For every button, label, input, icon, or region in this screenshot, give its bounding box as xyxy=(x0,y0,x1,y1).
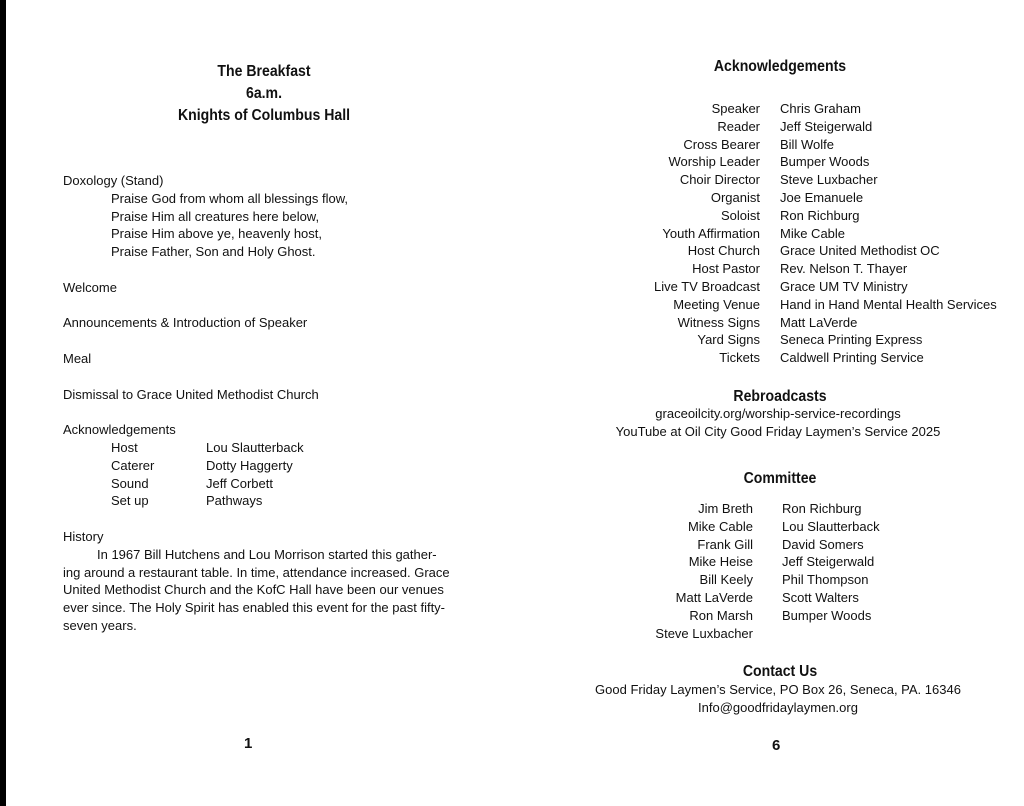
committee-member: Bill Keely xyxy=(699,572,753,588)
doxology-heading: Doxology (Stand) xyxy=(63,173,164,188)
ack-role: Caterer xyxy=(111,457,155,473)
credit-role: Witness Signs xyxy=(677,314,760,330)
credit-role: Soloist xyxy=(720,207,760,223)
title-line: 6a.m. xyxy=(245,85,282,102)
rebroadcasts-title: Rebroadcasts xyxy=(733,388,827,405)
contact-title: Contact Us xyxy=(742,663,818,680)
program-item-meal: Meal xyxy=(63,350,92,366)
credit-name: Grace United Methodist OC xyxy=(780,243,940,259)
committee-member: Mike Heise xyxy=(688,554,753,570)
credit-role: Organist xyxy=(710,189,760,205)
program-order xyxy=(63,172,483,635)
acknowledgements-heading: Acknowledgements xyxy=(63,422,176,438)
history-line: In 1967 Bill Hutchens and Lou Morrison started this gather- xyxy=(97,546,437,562)
credit-name: Chris Graham xyxy=(780,101,861,116)
credit-name: Steve Luxbacher xyxy=(780,172,878,188)
credit-row xyxy=(520,260,1024,278)
title-line: The Breakfast xyxy=(217,63,311,80)
credit-row xyxy=(520,207,1024,225)
ack-name: Dotty Haggerty xyxy=(206,457,293,473)
ack-name: Jeff Corbett xyxy=(206,475,273,491)
credit-row xyxy=(520,153,1024,171)
page-number: 6 xyxy=(772,737,781,754)
credit-name: Joe Emanuele xyxy=(780,189,864,205)
credit-name: Ron Richburg xyxy=(780,207,860,223)
credit-row xyxy=(520,189,1024,207)
program-item-announcements: Announcements & Introduction of Speaker xyxy=(63,315,308,331)
breakfast-acknowledgements xyxy=(63,439,483,510)
committee-column-left xyxy=(520,500,753,642)
contact-info xyxy=(520,681,1024,717)
ack-role: Host xyxy=(111,439,138,455)
doxology-line: Praise Him all creatures here below, xyxy=(111,208,320,224)
contact-address: Good Friday Laymen’s Service, PO Box 26, Seneca, PA. 16346 xyxy=(595,682,961,697)
credit-name: Mike Cable xyxy=(780,225,846,241)
title-line: Knights of Columbus Hall xyxy=(177,107,351,124)
credit-name: Hand in Hand Mental Health Services xyxy=(780,296,997,312)
breakfast-title xyxy=(14,61,514,127)
rebroadcast-url: graceoilcity.org/worship-service-recordings xyxy=(655,406,901,421)
credit-role: Meeting Venue xyxy=(673,296,760,312)
committee-member: Frank Gill xyxy=(697,536,753,552)
credit-row xyxy=(520,242,1024,260)
history-line: ever since. The Holy Spirit has enabled this event for the past fifty- xyxy=(63,600,446,616)
doxology-line: Praise God from whom all blessings flow, xyxy=(111,190,348,206)
doxology-line: Praise Father, Son and Holy Ghost. xyxy=(111,244,316,260)
committee-member: Mike Cable xyxy=(687,518,753,534)
right-page xyxy=(520,0,1024,806)
service-credits xyxy=(520,100,1024,367)
committee-member: David Somers xyxy=(782,536,864,552)
credit-row xyxy=(520,118,1024,136)
committee-member: Bumper Woods xyxy=(782,607,872,623)
committee-member: Steve Luxbacher xyxy=(655,625,753,641)
credit-row xyxy=(520,296,1024,314)
rebroadcasts-info xyxy=(520,405,1024,441)
ack-name: Lou Slautterback xyxy=(206,439,304,455)
committee-member: Ron Marsh xyxy=(689,607,753,623)
committee-member: Scott Walters xyxy=(782,589,859,605)
credit-name: Bill Wolfe xyxy=(780,136,834,152)
binding-edge xyxy=(0,0,6,806)
credit-name: Grace UM TV Ministry xyxy=(780,278,908,294)
ack-role: Set up xyxy=(111,493,149,509)
contact-email: Info@goodfridaylaymen.org xyxy=(698,699,858,715)
committee-column-right xyxy=(782,500,880,642)
ack-name: Pathways xyxy=(206,493,263,509)
committee-title: Committee xyxy=(743,470,817,487)
rebroadcast-youtube: YouTube at Oil City Good Friday Laymen’s Service 2025 xyxy=(615,423,941,439)
credit-row xyxy=(520,314,1024,332)
credit-name: Seneca Printing Express xyxy=(780,332,923,348)
history-line: ing around a restaurant table. In time, attendance increased. Grace xyxy=(63,564,450,580)
credit-row xyxy=(520,171,1024,189)
credit-role: Speaker xyxy=(711,101,760,116)
credit-role: Live TV Broadcast xyxy=(654,278,760,294)
committee-member: Matt LaVerde xyxy=(675,589,753,605)
committee-member: Jim Breth xyxy=(698,501,753,516)
committee-member: Phil Thompson xyxy=(782,572,869,588)
credit-role: Host Pastor xyxy=(692,261,760,277)
history-heading: History xyxy=(63,528,104,544)
credit-role: Tickets xyxy=(719,350,760,366)
credit-role: Cross Bearer xyxy=(683,136,760,152)
history-line: United Methodist Church and the KofC Hall have been our venues xyxy=(63,582,444,598)
credit-role: Choir Director xyxy=(679,172,760,188)
credit-name: Rev. Nelson T. Thayer xyxy=(780,261,908,277)
credit-role: Reader xyxy=(717,118,760,134)
credit-role: Host Church xyxy=(687,243,760,259)
doxology-line: Praise Him above ye, heavenly host, xyxy=(111,226,322,242)
acknowledgements-title: Acknowledgements xyxy=(713,58,847,75)
credit-row xyxy=(520,225,1024,243)
credit-row xyxy=(520,278,1024,296)
credit-name: Bumper Woods xyxy=(780,154,870,170)
credit-row xyxy=(520,331,1024,349)
committee-list xyxy=(520,500,1024,642)
history-line: seven years. xyxy=(63,617,137,633)
credit-role: Youth Affirmation xyxy=(662,225,760,241)
credit-role: Yard Signs xyxy=(697,332,760,348)
program-item-welcome: Welcome xyxy=(63,279,117,295)
page-number: 1 xyxy=(244,735,253,752)
credit-row xyxy=(520,349,1024,367)
credit-row xyxy=(520,136,1024,154)
left-page xyxy=(14,0,514,806)
credit-name: Caldwell Printing Service xyxy=(780,350,924,366)
committee-member: Jeff Steigerwald xyxy=(782,554,875,570)
credit-role: Worship Leader xyxy=(668,154,760,170)
program-item-dismissal: Dismissal to Grace United Methodist Church xyxy=(63,386,319,402)
committee-member: Lou Slautterback xyxy=(782,518,880,534)
ack-role: Sound xyxy=(111,475,149,491)
credit-row xyxy=(520,100,1024,118)
credit-name: Jeff Steigerwald xyxy=(780,118,873,134)
credit-name: Matt LaVerde xyxy=(780,314,858,330)
committee-member: Ron Richburg xyxy=(782,501,862,516)
